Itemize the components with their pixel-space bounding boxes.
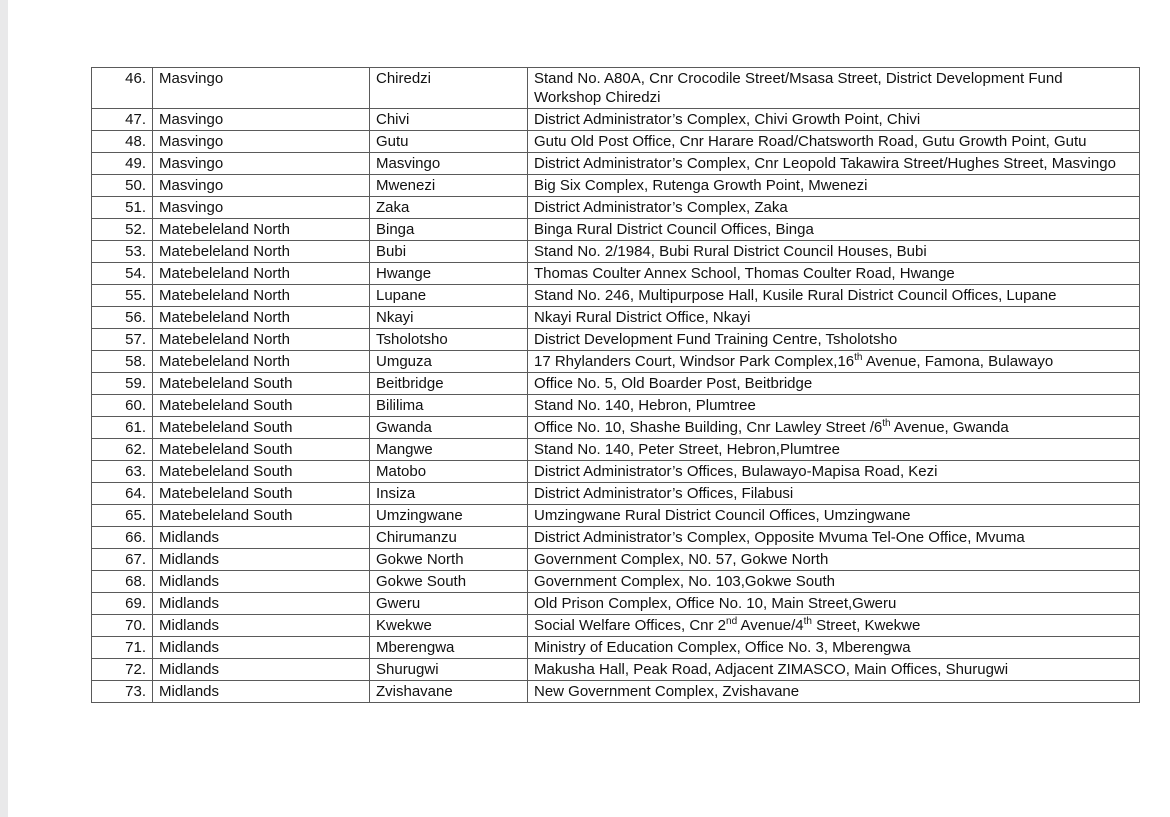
row-number: 54. [92,263,153,285]
district-cell: Gokwe North [370,549,528,571]
district-cell: Chivi [370,109,528,131]
address-cell: Nkayi Rural District Office, Nkayi [528,307,1140,329]
province-cell: Masvingo [153,68,370,109]
table-row [92,109,1140,131]
district-cell: Chirumanzu [370,527,528,549]
row-number: 69. [92,593,153,615]
row-number: 59. [92,373,153,395]
district-cell: Mberengwa [370,637,528,659]
table-row [92,153,1140,175]
address-text: 17 Rhylanders Court, Windsor Park Complex,16 [534,353,855,370]
district-offices-table [91,67,1140,703]
district-cell: Zaka [370,197,528,219]
table-row [92,483,1140,505]
table-row [92,681,1140,703]
table-row [92,285,1140,307]
row-number: 53. [92,241,153,263]
province-cell: Matebeleland South [153,373,370,395]
district-cell: Binga [370,219,528,241]
row-number: 51. [92,197,153,219]
address-text: Social Welfare Offices, Cnr 2 [534,617,727,634]
address-cell: Thomas Coulter Annex School, Thomas Coulter Road, Hwange [528,263,1140,285]
province-cell: Midlands [153,593,370,615]
address-cell: District Administrator’s Complex, Zaka [528,197,1140,219]
district-cell: Masvingo [370,153,528,175]
province-cell: Matebeleland South [153,461,370,483]
table-row [92,263,1140,285]
province-cell: Matebeleland North [153,219,370,241]
province-cell: Masvingo [153,197,370,219]
district-cell: Lupane [370,285,528,307]
address-cell: District Administrator’s Complex, Cnr Leopold Takawira Street/Hughes Street, Masvingo [528,153,1140,175]
row-number: 62. [92,439,153,461]
address-cell: District Administrator’s Complex, Chivi Growth Point, Chivi [528,109,1140,131]
table-row [92,615,1140,637]
row-number: 73. [92,681,153,703]
address-cell [528,351,1140,373]
address-cell: District Administrator’s Offices, Bulawayo-Mapisa Road, Kezi [528,461,1140,483]
district-cell: Shurugwi [370,659,528,681]
province-cell: Midlands [153,549,370,571]
address-cell: District Administrator’s Offices, Filabusi [528,483,1140,505]
address-cell: Big Six Complex, Rutenga Growth Point, Mwenezi [528,175,1140,197]
district-cell: Tsholotsho [370,329,528,351]
address-cell: District Development Fund Training Centre, Tsholotsho [528,329,1140,351]
district-cell: Gwanda [370,417,528,439]
address-cell: Stand No. A80A, Cnr Crocodile Street/Msasa Street, District Development Fund Workshop Chiredzi [528,68,1140,109]
table-row [92,505,1140,527]
row-number: 71. [92,637,153,659]
address-cell: Gutu Old Post Office, Cnr Harare Road/Chatsworth Road, Gutu Growth Point, Gutu [528,131,1140,153]
document-page [8,0,1170,817]
address-cell: New Government Complex, Zvishavane [528,681,1140,703]
district-cell: Mwenezi [370,175,528,197]
district-cell: Umguza [370,351,528,373]
address-cell: Office No. 5, Old Boarder Post, Beitbridge [528,373,1140,395]
address-cell: Stand No. 2/1984, Bubi Rural District Council Houses, Bubi [528,241,1140,263]
row-number: 61. [92,417,153,439]
address-cell: District Administrator’s Complex, Opposite Mvuma Tel-One Office, Mvuma [528,527,1140,549]
table-row [92,439,1140,461]
province-cell: Midlands [153,637,370,659]
address-cell: Government Complex, N0. 57, Gokwe North [528,549,1140,571]
province-cell: Masvingo [153,153,370,175]
row-number: 57. [92,329,153,351]
table-row [92,549,1140,571]
address-cell [528,615,1140,637]
province-cell: Masvingo [153,131,370,153]
address-text: Office No. 10, Shashe Building, Cnr Lawley Street /6 [534,419,883,436]
province-cell: Midlands [153,527,370,549]
table-row [92,197,1140,219]
ordinal-suffix: nd [726,616,738,627]
province-cell: Matebeleland South [153,505,370,527]
address-text: Avenue/4 [737,617,804,634]
address-cell: Ministry of Education Complex, Office No. 3, Mberengwa [528,637,1140,659]
address-cell: Umzingwane Rural District Council Offices, Umzingwane [528,505,1140,527]
ordinal-suffix: th [882,418,891,429]
table-row [92,659,1140,681]
district-cell: Zvishavane [370,681,528,703]
address-cell: Stand No. 140, Peter Street, Hebron,Plumtree [528,439,1140,461]
district-cell: Umzingwane [370,505,528,527]
row-number: 52. [92,219,153,241]
address-cell: Makusha Hall, Peak Road, Adjacent ZIMASCO, Main Offices, Shurugwi [528,659,1140,681]
province-cell: Midlands [153,681,370,703]
table-row [92,417,1140,439]
province-cell: Matebeleland North [153,351,370,373]
table-row [92,68,1140,109]
address-cell: Stand No. 140, Hebron, Plumtree [528,395,1140,417]
row-number: 70. [92,615,153,637]
row-number: 66. [92,527,153,549]
province-cell: Matebeleland North [153,329,370,351]
row-number: 48. [92,131,153,153]
ordinal-suffix: th [803,616,812,627]
row-number: 65. [92,505,153,527]
district-cell: Gokwe South [370,571,528,593]
table-row [92,329,1140,351]
ordinal-suffix: th [854,352,863,363]
province-cell: Masvingo [153,109,370,131]
province-cell: Matebeleland South [153,483,370,505]
district-cell: Matobo [370,461,528,483]
province-cell: Matebeleland South [153,439,370,461]
table-row [92,527,1140,549]
table-row [92,461,1140,483]
row-number: 55. [92,285,153,307]
province-cell: Matebeleland North [153,285,370,307]
district-cell: Gutu [370,131,528,153]
address-cell: Binga Rural District Council Offices, Binga [528,219,1140,241]
row-number: 56. [92,307,153,329]
district-cell: Kwekwe [370,615,528,637]
district-cell: Beitbridge [370,373,528,395]
district-cell: Bililima [370,395,528,417]
table-row [92,307,1140,329]
table-row [92,593,1140,615]
row-number: 49. [92,153,153,175]
province-cell: Midlands [153,659,370,681]
row-number: 67. [92,549,153,571]
row-number: 63. [92,461,153,483]
province-cell: Matebeleland South [153,417,370,439]
table-row [92,395,1140,417]
table-row [92,131,1140,153]
province-cell: Matebeleland South [153,395,370,417]
district-cell: Nkayi [370,307,528,329]
province-cell: Matebeleland North [153,241,370,263]
table-row [92,175,1140,197]
district-cell: Bubi [370,241,528,263]
province-cell: Matebeleland North [153,307,370,329]
province-cell: Matebeleland North [153,263,370,285]
row-number: 68. [92,571,153,593]
address-cell [528,417,1140,439]
address-text: Avenue, Gwanda [890,419,1009,436]
province-cell: Masvingo [153,175,370,197]
district-cell: Insiza [370,483,528,505]
row-number: 58. [92,351,153,373]
table-row [92,571,1140,593]
row-number: 47. [92,109,153,131]
row-number: 50. [92,175,153,197]
table-row [92,219,1140,241]
row-number: 72. [92,659,153,681]
district-cell: Gweru [370,593,528,615]
table-row [92,241,1140,263]
district-cell: Mangwe [370,439,528,461]
address-cell: Old Prison Complex, Office No. 10, Main Street,Gweru [528,593,1140,615]
province-cell: Midlands [153,615,370,637]
table-row [92,373,1140,395]
address-cell: Government Complex, No. 103,Gokwe South [528,571,1140,593]
district-cell: Hwange [370,263,528,285]
table-row [92,637,1140,659]
district-cell: Chiredzi [370,68,528,109]
row-number: 64. [92,483,153,505]
address-cell: Stand No. 246, Multipurpose Hall, Kusile Rural District Council Offices, Lupane [528,285,1140,307]
address-text: Avenue, Famona, Bulawayo [862,353,1054,370]
province-cell: Midlands [153,571,370,593]
row-number: 46. [92,68,153,109]
address-text: Street, Kwekwe [811,617,921,634]
table-row [92,351,1140,373]
row-number: 60. [92,395,153,417]
